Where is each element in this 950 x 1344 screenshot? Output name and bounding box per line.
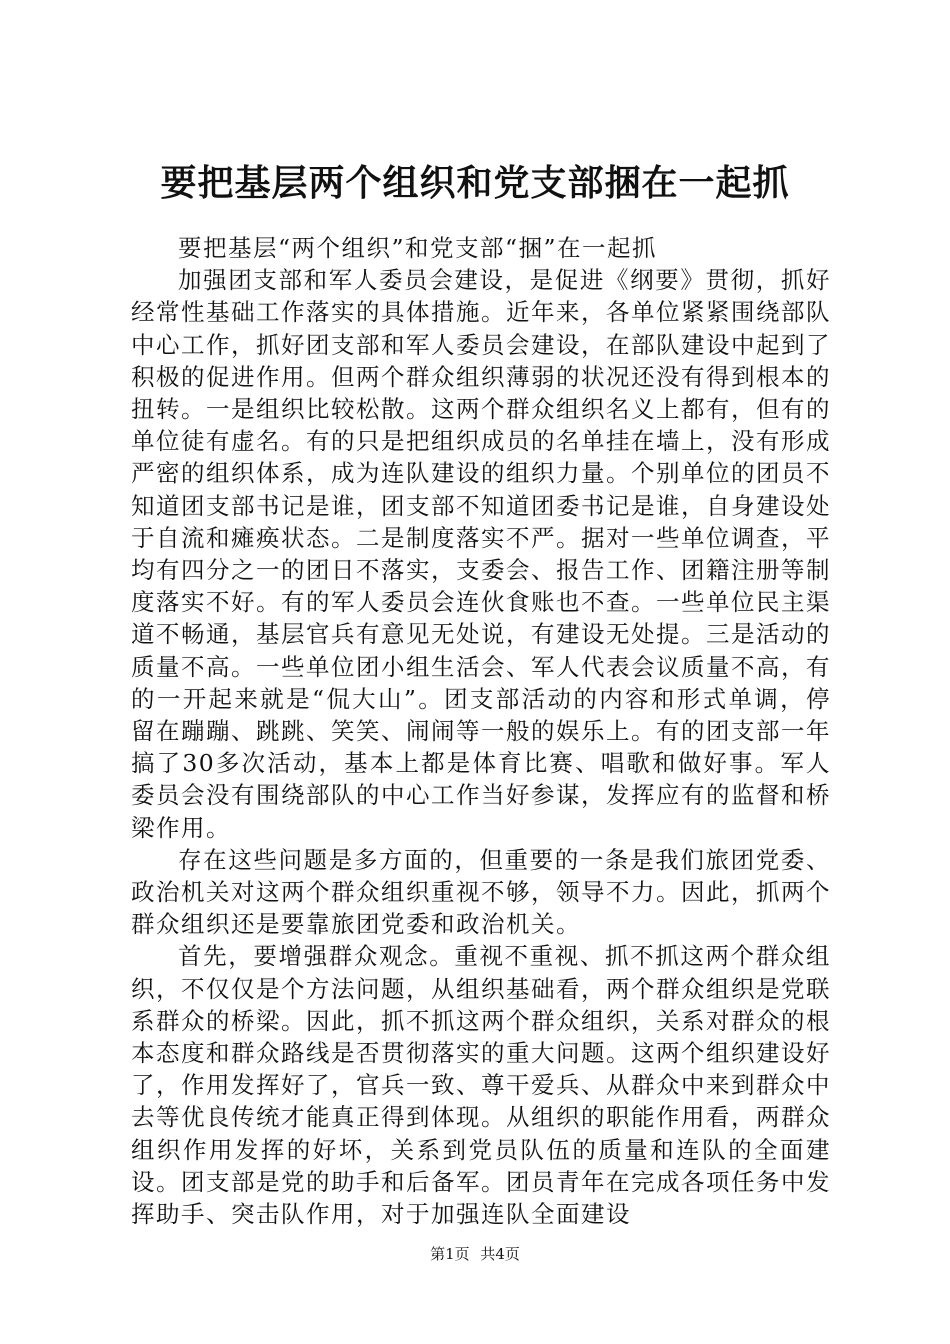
body-paragraph: 存在这些问题是多方面的，但重要的一条是我们旅团党委、政治机关对这两个群众组织重视不够，领导不力。因此，抓两个群众组织还是要靠旅团党委和政治机关。: [131, 845, 831, 939]
page-number: 第1页: [430, 1245, 470, 1263]
page-total: 共4页: [480, 1245, 520, 1263]
page-footer: [0, 1244, 950, 1264]
document-title: 要把基层两个组织和党支部捆在一起抓: [160, 162, 790, 204]
body-paragraph: 首先，要增强群众观念。重视不重视、抓不抓这两个群众组织，不仅仅是个方法问题，从组织基础看，两个群众组织是党联系群众的桥梁。因此，抓不抓这两个群众组织，关系对群众的根本态度和群众路线是否贯彻落实的重大问题。这两个组织建设好了，作用发挥好了，官兵一致、尊干爱兵、从群众中来到群众中去等优良传统才能真正得到体现。从组织的职能作用看，两群众组织作用发挥的好坏，关系到党员队伍的质量和连队的全面建设。团支部是党的助手和后备军。团员青年在完成各项任务中发挥助手、突击队作用，对于加强连队全面建设: [131, 942, 831, 1229]
subtitle-paragraph: 要把基层“两个组织”和党支部“捆”在一起抓: [178, 234, 658, 262]
document-body: [131, 232, 831, 1230]
body-paragraph: 加强团支部和军人委员会建设，是促进《纲要》贯彻，抓好经常性基础工作落实的具体措施。近年来，各单位紧紧围绕部队中心工作，抓好团支部和军人委员会建设，在部队建设中起到了积极的促进作用。但两个群众组织薄弱的状况还没有得到根本的扭转。一是组织比较松散。这两个群众组织名义上都有，但有的单位徒有虚名。有的只是把组织成员的名单挂在墙上，没有形成严密的组织体系，成为连队建设的组织力量。个别单位的团员不知道团支部书记是谁，团支部不知道团委书记是谁，自身建设处于自流和瘫痪状态。二是制度落实不严。据对一些单位调查，平均有四分之一的团日不落实，支委会、报告工作、团籍注册等制度落实不好。有的军人委员会连伙食账也不查。一些单位民主渠道不畅通，基层官兵有意见无处说，有建设无处提。三是活动的质量不高。一些单位团小组生活会、军人代表会议质量不高，有的一开起来就是“侃大山”。团支部活动的内容和形式单调，停留在蹦蹦、跳跳、笑笑、闹闹等一般的娱乐上。有的团支部一年搞了30多次活动，基本上都是体育比赛、唱歌和做好事。军人委员会没有围绕部队的中心工作当好参谋，发挥应有的监督和桥梁作用。: [131, 266, 831, 842]
